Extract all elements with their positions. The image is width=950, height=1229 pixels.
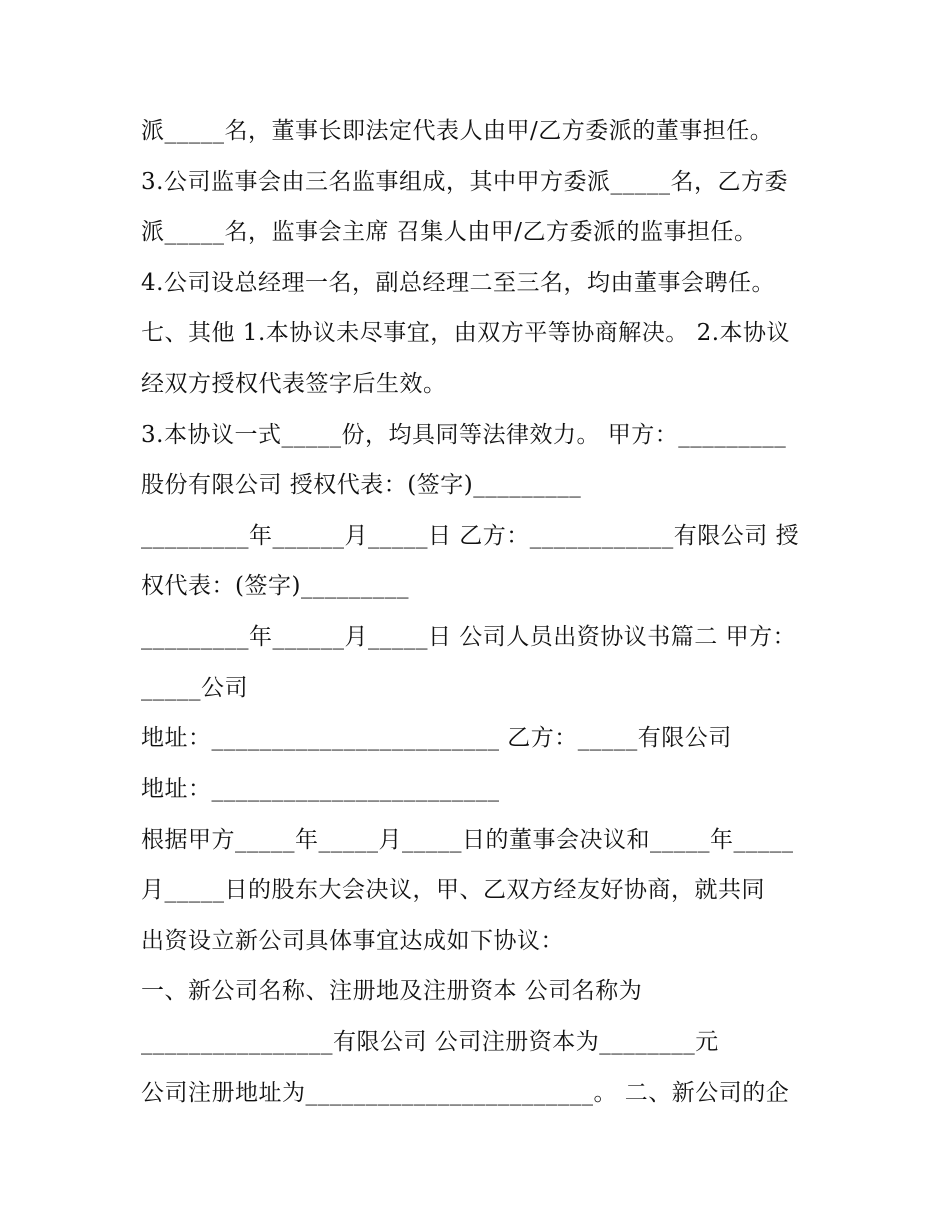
text-line: 出资设立新公司具体事宜达成如下协议： xyxy=(141,928,564,954)
text-line: _____公司 xyxy=(141,675,248,701)
text-line: 公司注册地址为________________________。 二、新公司的企 xyxy=(141,1080,790,1106)
text-line: 派_____名，监事会主席 召集人由甲/乙方委派的监事担任。 xyxy=(141,219,758,245)
text-line: 派_____名，董事长即法定代表人由甲/乙方委派的董事担任。 xyxy=(141,118,774,144)
text-line: _________年______月_____日 乙方：____________有限公司 授 xyxy=(141,523,800,549)
text-line: 3.本协议一式_____份，均具同等法律效力。 甲方：_________ xyxy=(141,422,787,448)
text-line: 地址：________________________ xyxy=(141,776,500,802)
text-line: 地址：________________________ 乙方：_____有限公司 xyxy=(141,725,732,751)
text-line: ________________有限公司 公司注册资本为________元 xyxy=(141,1029,719,1055)
text-line: 3.公司监事会由三名监事组成，其中甲方委派_____名，乙方委 xyxy=(141,169,788,195)
text-line: 根据甲方_____年_____月_____日的董事会决议和_____年_____ xyxy=(141,827,794,853)
text-line: 经双方授权代表签字后生效。 xyxy=(141,371,447,397)
text-line: 4.公司设总经理一名，副总经理二至三名，均由董事会聘任。 xyxy=(141,270,775,296)
text-line: 一、新公司名称、注册地及注册资本 公司名称为 xyxy=(141,978,643,1004)
text-line: 七、其他 1.本协议未尽事宜，由双方平等协商解决。 2.本协议 xyxy=(141,320,791,346)
text-line: 月_____日的股东大会决议，甲、乙双方经友好协商，就共同 xyxy=(141,877,765,903)
text-line: _________年______月_____日 公司人员出资协议书篇二 甲方： xyxy=(141,624,797,650)
text-line: 权代表：(签字)_________ xyxy=(141,573,409,599)
text-line: 股份有限公司 授权代表：(签字)_________ xyxy=(141,472,582,498)
